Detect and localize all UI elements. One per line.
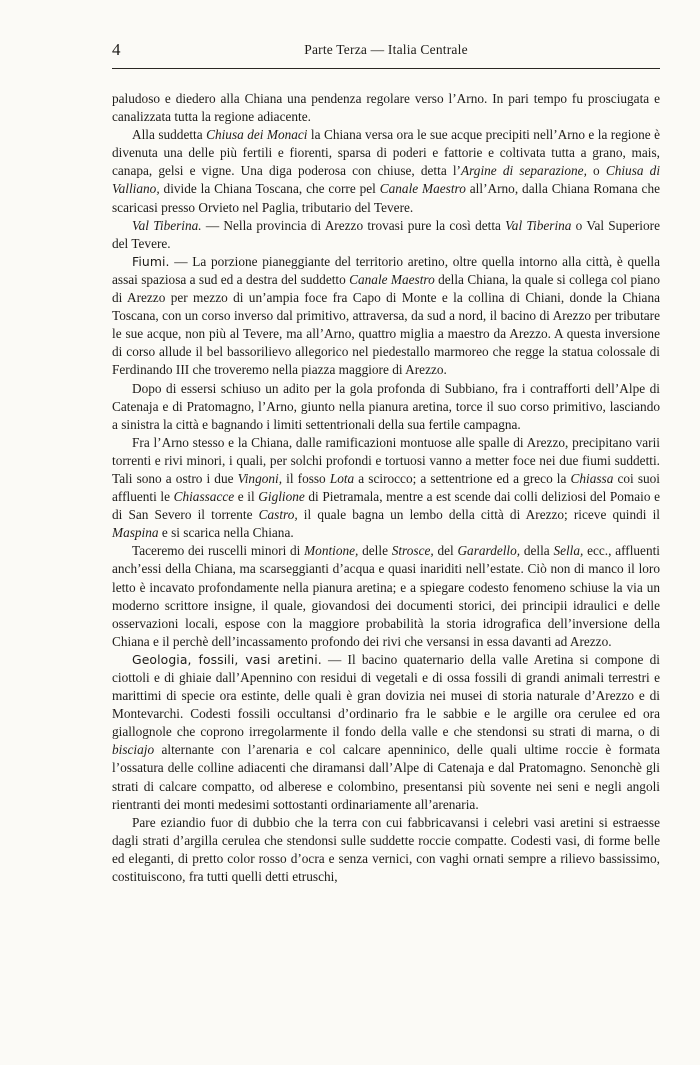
italic-term: Chiassa — [570, 470, 614, 486]
italic-term: Montione, — [304, 543, 359, 559]
italic-term: Sella, — [553, 543, 584, 559]
paragraph — [112, 380, 660, 434]
text-run: — Il bacino quaternario della valle Aretina si compone di ciottoli e di ghiaie dall’Apennino con residui di vegetali e di ossa fossili di grandi animali terrestri e marittimi di specie ora estinte, delle quali è gran dovizia nei musei di storia naturale d’Arezzo e di Montevarchi. Codesti fossili occultansi d’ordinario fra le sabbie e le argille ora cerulee ed ora giallognole che coprono irregolarmente il fondo della valle e che stendonsi su strati di marna, o di — [112, 651, 660, 740]
text-run: alternante con l’arenaria e col calcare apenninico, delle quali ultime roccie è formata l’ossatura delle colline adiacenti che diramansi dall’Alpe di Catenaja e dal Pratomagno. Senonchè gli strati di calcare compatto, od alberese e colombino, presentansi più sovente nei seni e negli angoli rientranti dei monti medesimi sottostanti ordinariamente all’arenaria. — [112, 742, 660, 812]
text-run: Alla suddetta — [132, 127, 207, 143]
text-run: il fosso — [282, 470, 330, 486]
text-run: della Chiana, la quale si collega col piano di Arezzo per mezzo di un’ampia foce fra Capo di Monte e la collina di Chiani, donde la Chiana Toscana, con un corso inverso dal primitivo, attraversa, da sud a nord, il bacino di Arezzo per tributare le sue acque, non più al Tevere, ma all’Arno, quattro miglia a maestro da Arezzo. A questa inversione di corso allude il bel bassorilievo allegorico nel piedestallo marmoreo che regge la statua colossale di Ferdinando III che troveremo nella piazza maggiore di Arezzo. — [112, 271, 660, 378]
italic-term: Giglione — [258, 489, 305, 505]
paragraph — [112, 217, 660, 253]
italic-term: Argine di separazione, — [461, 163, 587, 179]
page-number: 4 — [112, 40, 121, 59]
italic-term: Lota — [329, 470, 355, 486]
italic-term: Chiusa di Valliano, — [112, 163, 661, 197]
text-run: delle — [358, 543, 392, 559]
text-run: o Val Superiore del Tevere. — [112, 217, 660, 251]
text-run: e si scarica nella Chiana. — [158, 525, 294, 541]
section-heading: Geologia, fossili, vasi aretini. — [132, 651, 322, 667]
italic-term: Garardello, — [457, 543, 521, 559]
italic-term: Chiusa dei Monaci — [206, 127, 308, 143]
italic-term: Strosce, — [391, 543, 434, 559]
text-run: del — [433, 543, 458, 559]
text-run: coi suoi affluenti le — [112, 470, 660, 505]
italic-term: Chiassacce — [173, 489, 235, 505]
text-run: il quale bagna un lembo della città di Arezzo; riceve quindi il — [297, 507, 660, 523]
paragraph — [112, 126, 660, 216]
header-rule — [112, 68, 660, 69]
italic-term: bisciajo — [112, 742, 155, 758]
text-run: Pare eziandio fuor di dubbio che la terra con cui fabbricavansi i celebri vasi aretini si estraesse dagli strati d’argilla cerulea che stendonsi sulle suddette roccie compatte. Codesti vasi, di forme belle ed eleganti, di pretto color rosso d’ocra e senza vernici, con vaghi ornati sempre a rilievo bassissimo, costituiscono, fra tutti quelli detti etruschi, — [112, 814, 660, 885]
text-run: Taceremo dei ruscelli minori di — [132, 543, 305, 559]
running-title: Parte Terza — Italia Centrale — [304, 42, 468, 57]
italic-term: Val Tiberina — [505, 217, 572, 233]
italic-term: Canale Maestro — [349, 271, 435, 287]
text-run: o — [586, 163, 606, 179]
text-run: — La porzione pianeggiante del territorio aretino, oltre quella intorno alla città, è quella assai spaziosa a sud ed a destra del suddetto — [112, 253, 660, 287]
text-run: e il — [234, 489, 259, 505]
paragraph — [112, 651, 660, 814]
paragraph — [112, 814, 660, 886]
text-run: la Chiana versa ora le sue acque precipiti nell’Arno e la regione è divenuta una delle più fertili e fiorenti, sparsa di poderi e fattorie e coltivata tutta a grano, mais, canapa, gelsi e vigne. Una diga poderosa con chiuse, detta l’ — [112, 127, 660, 179]
text-run: paludoso e diedero alla Chiana una pendenza regolare verso l’Arno. In pari tempo fu prosciugata e canalizzata tutta la regione adiacente. — [112, 91, 660, 125]
text-run: di Pietramala, mentre a est scende dai colli deliziosi del Pomaio e di San Severo il torrente — [112, 489, 660, 523]
section-heading: Fiumi. — [132, 253, 170, 269]
italic-term: Val Tiberina. — [132, 217, 202, 233]
page-body — [112, 90, 660, 886]
page-header — [112, 40, 660, 62]
text-run: divide la Chiana Toscana, che corre pel — [159, 181, 380, 197]
italic-term: Maspina — [112, 525, 159, 541]
italic-term: Canale Maestro — [379, 181, 466, 197]
italic-term: Castro, — [258, 507, 298, 523]
paragraph — [112, 90, 660, 126]
text-run: ecc., affluenti anch’essi della Chiana, ma scarseggianti d’acqua e quasi inariditi nell’estate. Ciò non di manco il loro letto è incavato profondamente nella pianura aretina; e a spiegare codesto fenomeno schiuse la via un moderno scrittore insigne, il quale, giovandosi dei documenti storici, dei principii idraulici e delle osservazioni locali, espose con la maggiore probabilità la storia idrografica dell’inversione della Chiana e il perchè dell’incassamento profondo dei rivi che versansi in essa davanti ad Arezzo. — [112, 543, 660, 649]
text-run: Dopo di essersi schiuso un adito per la gola profonda di Subbiano, fra i contrafforti dell’Alpe di Catenaja e di Pratomagno, l’Arno, giunto nella pianura aretina, torce il suo corso primitivo, lasciando a sinistra la città e bagnando i limiti settentrionali della sua fertile campagna. — [112, 380, 660, 432]
text-run: a scirocco; a settentrione ed a greco la — [354, 470, 571, 486]
text-run: — Nella provincia di Arezzo trovasi pure la così detta — [201, 217, 506, 233]
italic-term: Vingoni, — [237, 470, 283, 486]
text-run: all’Arno, dalla Chiana Romana che scaricasi presso Orvieto nel Paglia, tributario del Tevere. — [112, 181, 660, 215]
paragraph — [112, 253, 660, 380]
text-run: Fra l’Arno stesso e la Chiana, dalle ramificazioni montuose alle spalle di Arezzo, precipitano varii torrenti e rivi minori, i quali, per solchi profondi e tortuosi vanno a metter foce nei due fiumi suddetti. Tali sono a ostro i due — [112, 434, 660, 486]
text-run: della — [520, 543, 554, 559]
paragraph — [112, 542, 660, 651]
paragraph — [112, 434, 660, 543]
